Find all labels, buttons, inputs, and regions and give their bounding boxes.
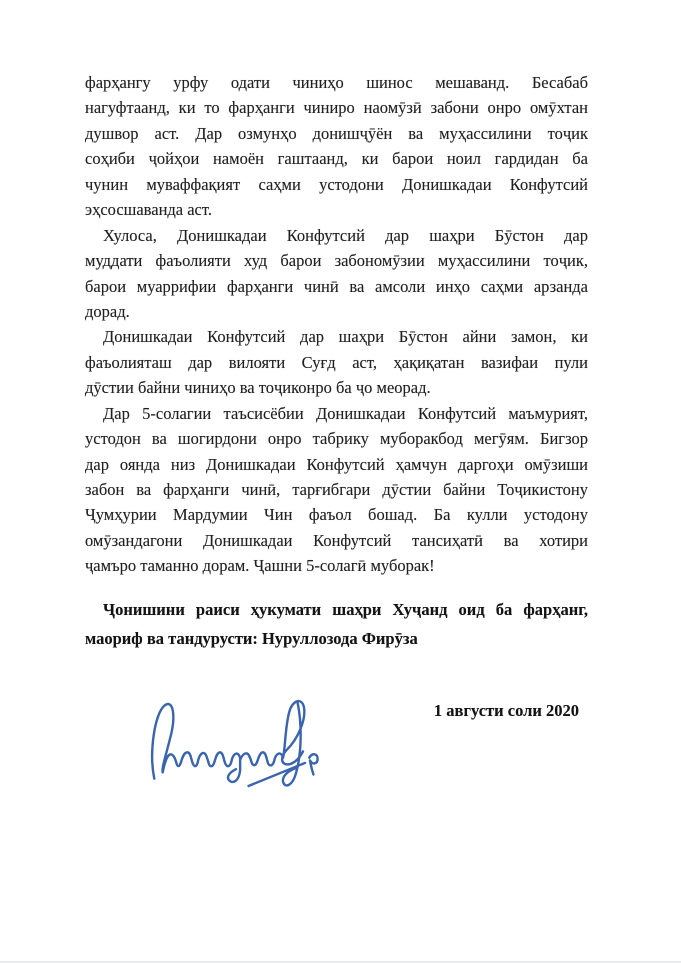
paragraph-1 xyxy=(85,70,588,223)
paragraph-2 xyxy=(85,223,588,325)
text-line: нагуфтаанд, ки то фарҳанги чиниро наомӯзӣ забони онро омӯхтан xyxy=(85,98,588,118)
text-line: забон ва фарҳанги чинӣ, тарғибгари дӯстии байни Тоҷикистону xyxy=(85,480,588,499)
text-line: устодон ва шогирдони онро табрику муборакбод мегӯям. Бигзор xyxy=(85,429,588,449)
text-line: фарҳангу урфу одати чиниҳо шинос мешаванд. Бесабаб xyxy=(85,73,588,92)
text-line: омӯзандагони Донишкадаи Конфутсий тансиҳатӣ ва хотири xyxy=(85,530,588,550)
signatory-title-line: Ҷонишини раиси ҳукумати шаҳри Хуҷанд оид ба фарҳанг, xyxy=(103,600,588,619)
text-line: ҷамъро таманно дорам. Ҷашни 5-солагӣ муборак! xyxy=(85,556,435,576)
text-line: дӯстии байни чиниҳо ва тоҷиконро ба ҷо меорад. xyxy=(85,378,431,398)
text-line: Дар 5-солагии таъсисёбии Донишкадаи Конфутсий маъмурият, xyxy=(103,403,588,423)
paragraph-4 xyxy=(85,401,588,579)
signatory-name-line: маориф ва тандурусти: Нуруллозода Фирӯза xyxy=(85,628,418,648)
document-date: 1 августи соли 2020 xyxy=(433,701,579,720)
text-line: муддати фаъолияти худ барои забономӯзии муҳассилини тоҷик, xyxy=(85,251,588,271)
document-body xyxy=(85,70,588,579)
text-line: соҳиби ҷойҳои намоён гаштаанд, ки барои ноил гардидан ба xyxy=(85,149,588,169)
text-line: душвор аст. Дар озмунҳо донишҷӯён ва муҳассилини тоҷик xyxy=(85,123,588,143)
signature-and-date-row xyxy=(0,688,681,798)
text-line: дорад. xyxy=(85,301,130,321)
text-line: дар оянда низ Донишкадаи Конфутсий ҳамчун даргоҳи омӯзиши xyxy=(85,454,588,474)
text-line: фаъолияташ дар вилояти Суғд аст, ҳақиқатан вазифаи пули xyxy=(85,352,588,372)
text-line: эҳсосшаванда аст. xyxy=(85,200,212,220)
signatory-block xyxy=(85,596,588,653)
text-line: чунин муваффақият саҳми устодони Донишкадаи Конфутсий xyxy=(85,174,588,194)
handwritten-signature-icon xyxy=(148,694,326,790)
text-line: Хулоса, Донишкадаи Конфутсий дар шаҳри Бӯстон дар xyxy=(103,225,588,245)
text-line: Донишкадаи Конфутсий дар шаҳри Бӯстон айни замон, ки xyxy=(103,327,588,347)
paragraph-3 xyxy=(85,324,588,400)
text-line: Ҷумҳурии Мардумии Чин фаъол бошад. Ба кулли устодону xyxy=(85,505,588,525)
text-line: барои муаррифии фарҳанги чинӣ ва амсоли инҳо саҳми арзанда xyxy=(85,276,588,296)
